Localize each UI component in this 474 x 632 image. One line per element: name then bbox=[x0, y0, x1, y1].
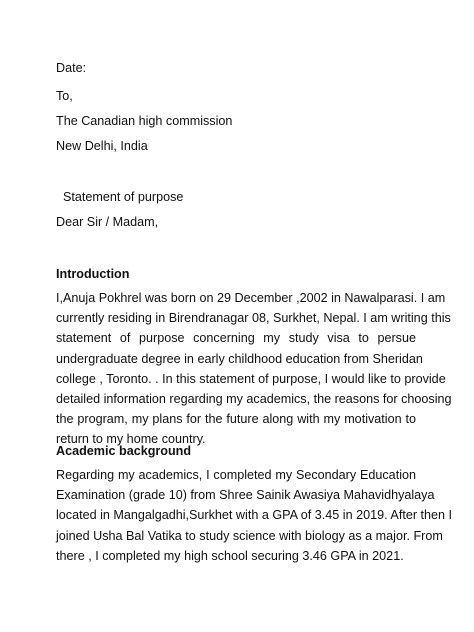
paragraph-line: Regarding my academics, I completed my Secondary Education bbox=[56, 468, 416, 482]
paragraph-line: there , I completed my high school securing 3.46 GPA in 2021. bbox=[56, 548, 404, 563]
paragraph-line: college , Toronto. . In this statement of purpose, I would like to provide bbox=[56, 371, 446, 386]
academic-background-paragraph bbox=[56, 465, 453, 566]
introduction-heading: Introduction bbox=[56, 267, 130, 281]
paragraph-line: located in Mangalgadhi,Surkhet with a GPA of 3.45 in 2019. After then I bbox=[56, 508, 453, 523]
salutation-to: To, bbox=[56, 89, 73, 103]
recipient-location: New Delhi, India bbox=[56, 139, 148, 153]
paragraph-line: Examination (grade 10) from Shree Sainik Awasiya Mahavidhyalaya bbox=[56, 488, 435, 503]
paragraph-line: return to my home country. bbox=[56, 432, 206, 447]
paragraph-line: undergraduate degree in early childhood education from Sheridan bbox=[56, 351, 423, 366]
paragraph-line: the program, my plans for the future along with my motivation to bbox=[56, 412, 416, 427]
paragraph-line: joined Usha Bal Vatika to study science with biology as a major. From bbox=[56, 528, 443, 543]
date-label: Date: bbox=[56, 61, 87, 75]
subject-line: Statement of purpose bbox=[63, 190, 184, 204]
academic-background-heading: Academic background bbox=[56, 444, 192, 458]
paragraph-line: detailed information regarding my academics, the reasons for choosing bbox=[56, 391, 452, 406]
paragraph-line: statement of purpose concerning my study visa to persue bbox=[56, 331, 416, 346]
paragraph-line: I,Anuja Pokhrel was born on 29 December ,2002 in Nawalparasi. I am bbox=[56, 291, 446, 305]
introduction-paragraph bbox=[56, 288, 452, 450]
greeting: Dear Sir / Madam, bbox=[56, 215, 159, 229]
recipient-name: The Canadian high commission bbox=[56, 114, 233, 128]
paragraph-line: currently residing in Birendranagar 08, Surkhet, Nepal. I am writing this bbox=[56, 311, 451, 326]
